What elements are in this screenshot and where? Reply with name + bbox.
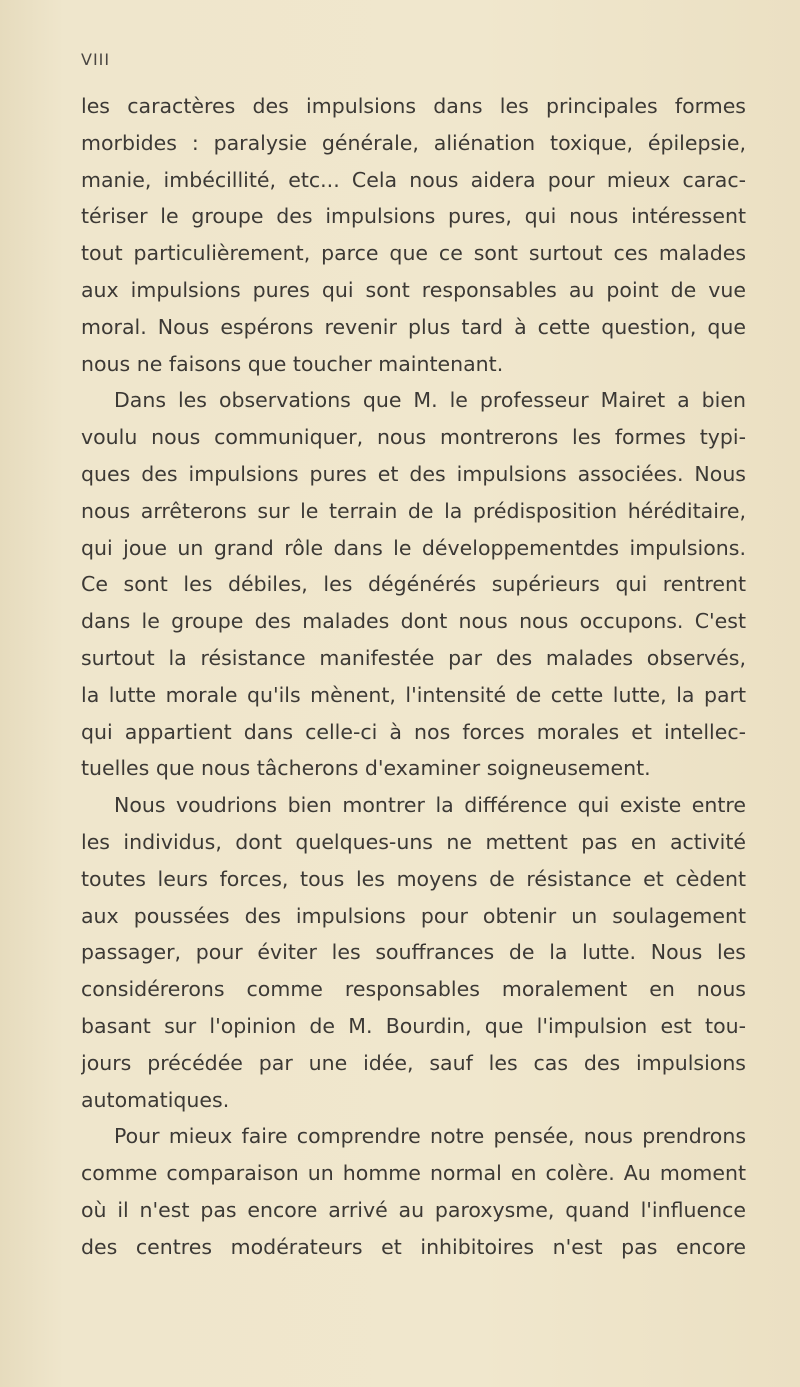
text-line: Ce sont les débiles, les dégénérés supérieurs qui rentrent — [81, 572, 746, 597]
text-line: jours précédée par une idée, sauf les cas des impulsions — [81, 1050, 746, 1075]
text-line: comme comparaison un homme normal en colère. Au moment — [81, 1161, 746, 1186]
body-text — [81, 88, 746, 1266]
text-line: les caractères des impulsions dans les principales formes — [81, 94, 746, 118]
text-line: tériser le groupe des impulsions pures, qui nous intéressent — [81, 204, 746, 229]
text-line: toutes leurs forces, tous les moyens de résistance et cèdent — [81, 866, 746, 891]
text-line: aux poussées des impulsions pour obtenir un soulagement — [81, 903, 746, 928]
text-line: nous arrêterons sur le terrain de la prédisposition héréditaire, — [81, 498, 746, 523]
text-line: tout particulièrement, parce que ce sont surtout ces malades — [81, 241, 746, 266]
text-line: Dans les observations que M. le professeur Mairet a bien — [114, 388, 746, 413]
text-line: dans le groupe des malades dont nous nous occupons. C'est — [81, 609, 746, 634]
page-number: VIII — [81, 50, 111, 69]
text-line: où il n'est pas encore arrivé au paroxysme, quand l'influence — [81, 1197, 746, 1222]
text-line: les individus, dont quelques-uns ne mettent pas en activité — [81, 829, 746, 854]
text-line: aux impulsions pures qui sont responsables au point de vue — [81, 277, 746, 302]
text-line: passager, pour éviter les souffrances de la lutte. Nous les — [81, 940, 746, 965]
text-line: Nous voudrions bien montrer la différence qui existe entre — [114, 793, 746, 818]
text-line: moral. Nous espérons revenir plus tard à cette question, que — [81, 314, 746, 339]
text-line: morbides : paralysie générale, aliénation toxique, épilepsie, — [81, 130, 746, 155]
text-line: automatiques. — [81, 1087, 230, 1112]
text-line: ques des impulsions pures et des impulsions associées. Nous — [81, 461, 746, 486]
text-line: qui appartient dans celle-ci à nos forces morales et intellec- — [81, 719, 746, 744]
text-line: Pour mieux faire comprendre notre pensée, nous prendrons — [114, 1124, 746, 1149]
text-line: surtout la résistance manifestée par des malades observés, — [81, 645, 746, 670]
text-line: considérerons comme responsables moralement en nous — [81, 977, 746, 1002]
text-line: la lutte morale qu'ils mènent, l'intensité de cette lutte, la part — [81, 682, 746, 707]
text-line: basant sur l'opinion de M. Bourdin, que l'impulsion est tou- — [81, 1013, 746, 1038]
text-line: qui joue un grand rôle dans le développementdes impulsions. — [81, 535, 746, 560]
text-line: tuelles que nous tâcherons d'examiner soigneusement. — [81, 756, 651, 781]
text-line: voulu nous communiquer, nous montrerons les formes typi- — [81, 425, 746, 450]
text-line: manie, imbécillité, etc... Cela nous aidera pour mieux carac- — [81, 167, 746, 192]
text-line: des centres modérateurs et inhibitoires n'est pas encore — [81, 1234, 746, 1259]
text-line: nous ne faisons que toucher maintenant. — [81, 351, 504, 376]
